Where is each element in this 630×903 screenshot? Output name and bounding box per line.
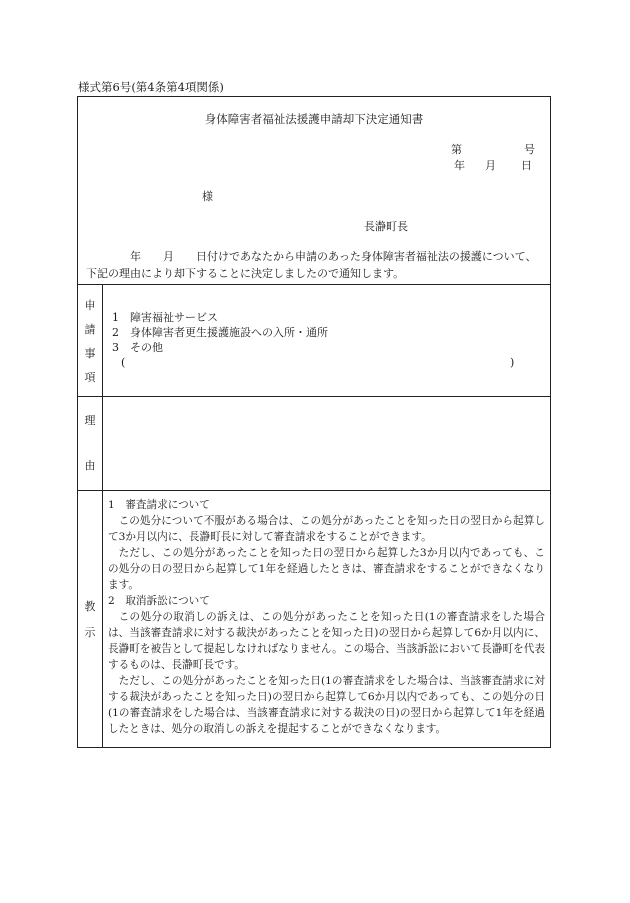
application-items	[112, 310, 328, 355]
date-month: 月	[485, 159, 496, 172]
application-item-1: 1 障害福祉サービス	[112, 311, 218, 324]
instruction-section2-title: 2 取消訴訟について	[108, 595, 210, 607]
instruction-section2-p1: この処分の取消しの訴えは、この処分があったことを知った日(1の審査請求をした場合は、当該審査請求に対する裁決があったことを知った日)の翌日から起算して6か月以内に、長瀞町を被告として提起しなければなりません。この場合、当該訴訟において長瀞町を代表するものは、長瀞町長です。	[108, 611, 545, 671]
column-divider	[102, 284, 103, 748]
instruction-heading-2: 示	[84, 626, 96, 639]
application-item-2: 2 身体障害者更生援護施設への入所・通所	[112, 326, 328, 339]
instruction-heading-1: 教	[84, 600, 96, 613]
date-year: 年	[454, 159, 465, 172]
application-heading-2: 請	[84, 323, 96, 336]
form-number-label: 様式第6号(第4条第4項関係)	[78, 80, 224, 94]
instruction-text	[108, 497, 545, 737]
document-title: 身体障害者福祉法援護申請却下決定通知書	[204, 112, 424, 126]
other-paren-close: )	[510, 356, 515, 369]
application-heading-1: 申	[84, 299, 96, 312]
reason-heading-2: 由	[84, 459, 96, 472]
application-item-3: 3 その他	[112, 341, 163, 354]
issuer-name: 長瀞町長	[364, 220, 408, 233]
instruction-section1-title: 1 審査請求について	[108, 499, 210, 511]
reason-heading-1: 理	[84, 414, 96, 427]
application-heading-3: 事	[84, 347, 96, 360]
divider-instruction	[78, 490, 550, 491]
instruction-section1-p2: ただし、この処分があったことを知った日の翌日から起算した3か月以内であっても、この処分の日の翌日から起算して1年を経過したときは、審査請求をすることができなくなります。	[108, 547, 545, 591]
number-dai: 第	[451, 143, 462, 156]
addressee-suffix: 様	[202, 190, 213, 203]
date-day: 日	[521, 159, 532, 172]
other-paren-open: (	[121, 356, 126, 369]
instruction-section2-p2: ただし、この処分があったことを知った日(1の審査請求をした場合は、当該審査請求に対する裁決があったことを知った日)の翌日から起算して6か月以内であっても、この処分の日(1の審査請求をした場合は、当該審査請求に対する裁決の日)の翌日から起算して1年を経過したときは、処分の取消しの訴えを提起することができなくなります。	[108, 675, 545, 735]
divider-application	[78, 284, 550, 285]
application-heading-4: 項	[84, 371, 96, 384]
instruction-section1-p1: この処分について不服がある場合は、この処分があったことを知った日の翌日から起算して3か月以内に、長瀞町長に対して審査請求をすることができます。	[108, 515, 545, 543]
notice-text: 年 月 日付けであなたから申請のあった身体障害者福祉法の援護について、下記の理由により却下することに決定しましたので通知します。	[86, 250, 537, 280]
divider-reason	[78, 396, 550, 397]
number-gou: 号	[524, 143, 535, 156]
notice-form	[77, 96, 551, 748]
